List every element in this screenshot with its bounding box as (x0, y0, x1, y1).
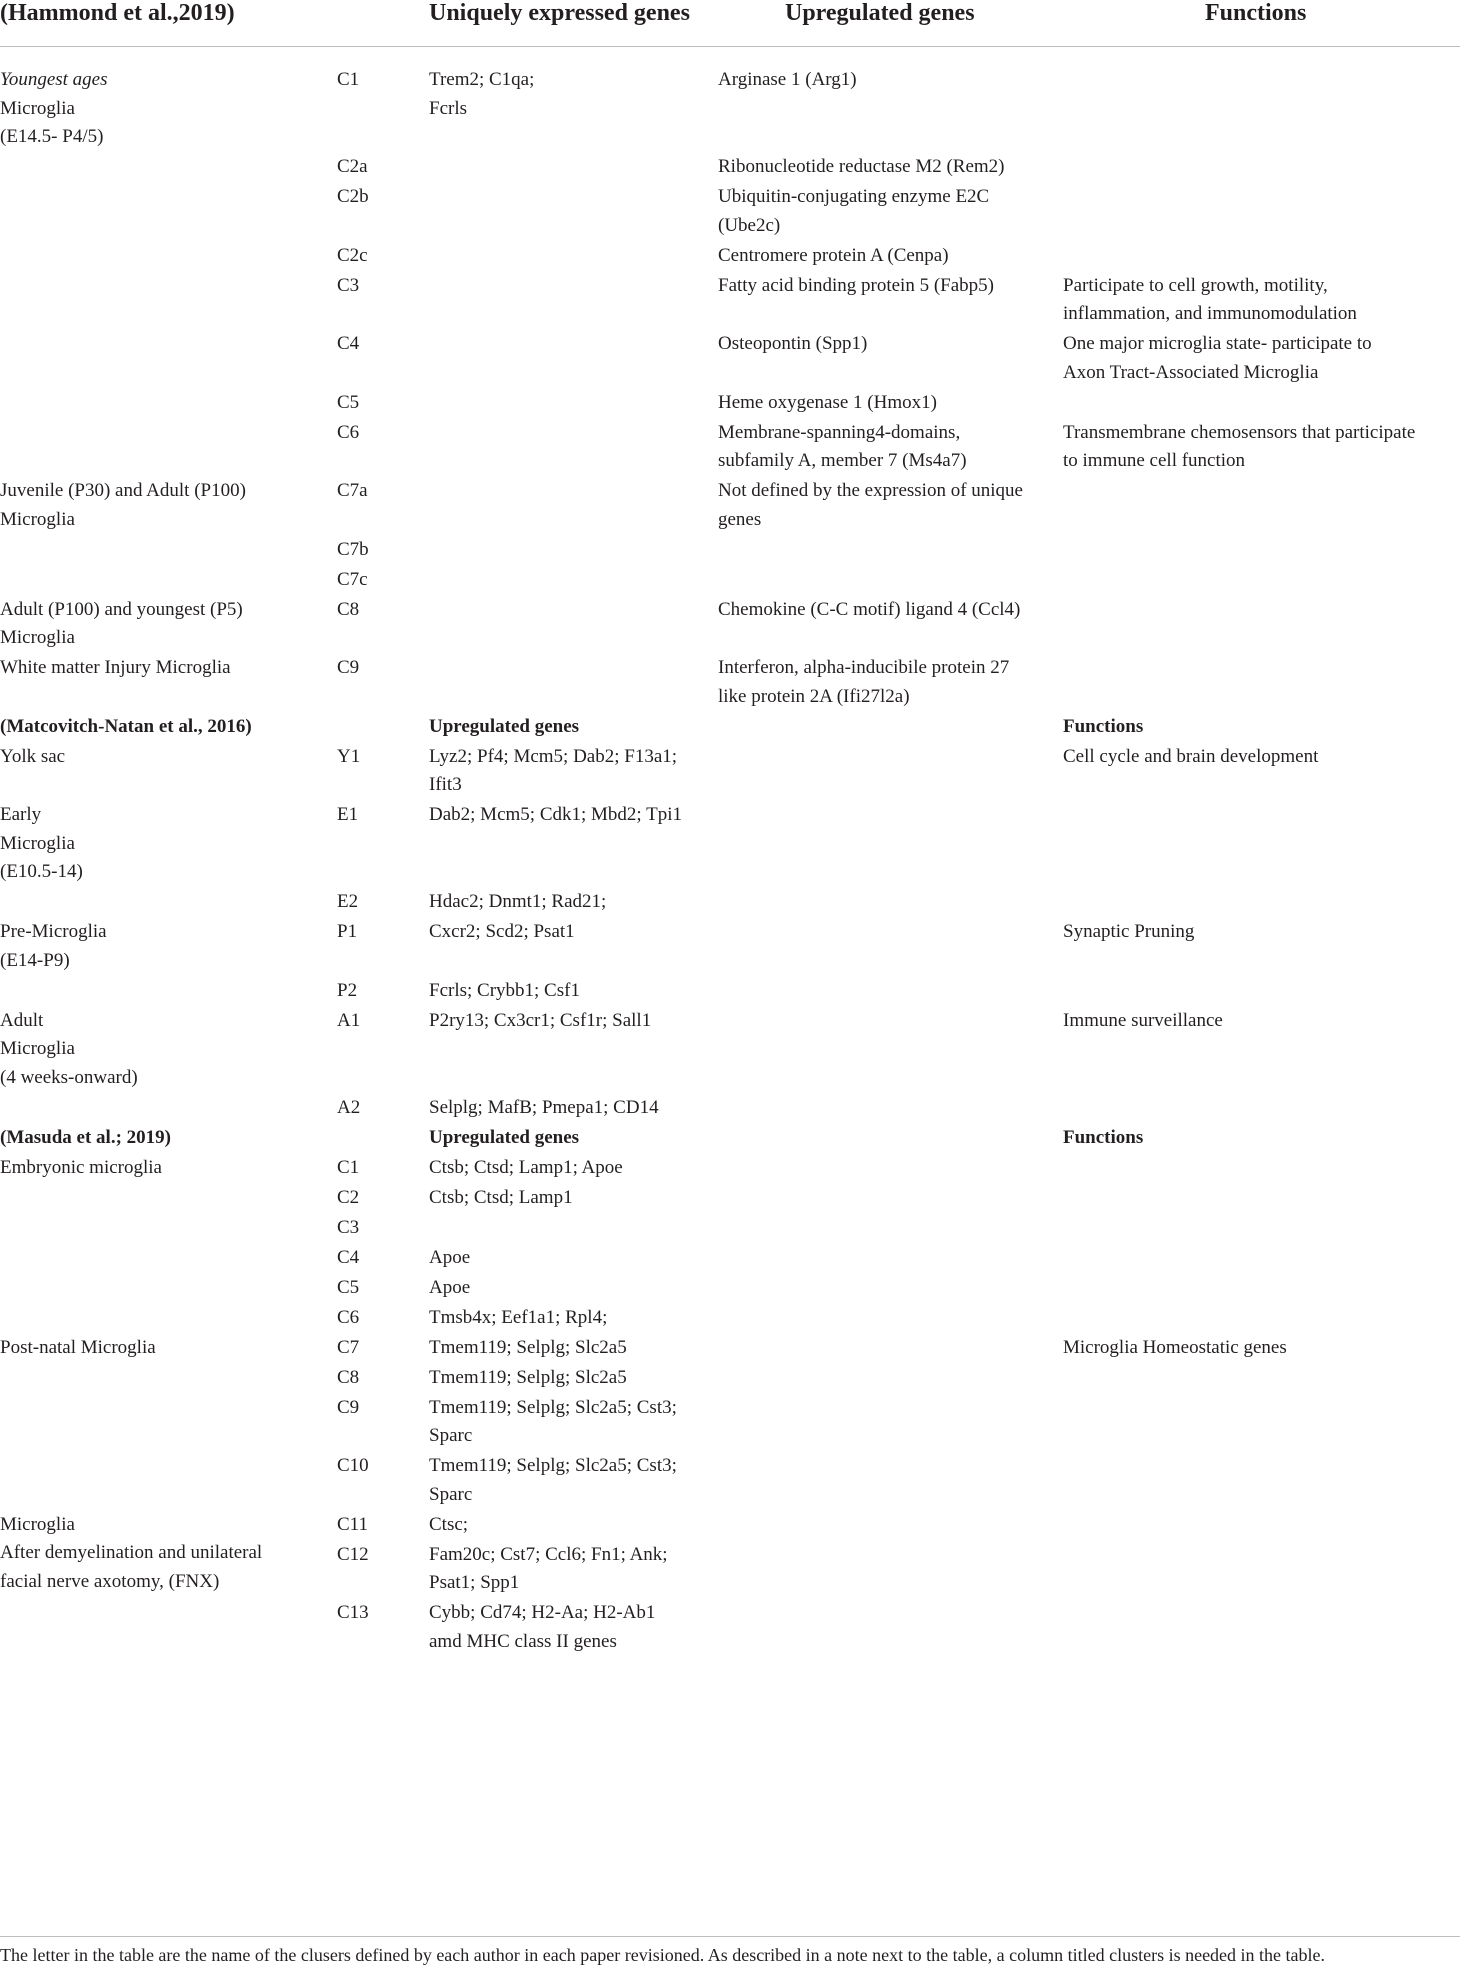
group-text: Microglia (0, 97, 75, 119)
table-row (0, 1394, 1460, 1453)
group-text: Pre-Microglia (0, 921, 107, 942)
cluster-text: Y1 (337, 745, 361, 767)
cluster-text: A1 (337, 1009, 361, 1031)
cluster-text: C2 (337, 1186, 360, 1208)
genes-cell (429, 1184, 709, 1213)
genes-text: Fcrls (429, 97, 467, 119)
table-footnote: The letter in the table are the name of the clusers defined by each author in each paper revisioned. As described in a note next to the table, a column titled clusters is needed in the table. (0, 1945, 1326, 1965)
cluster-cell (337, 596, 417, 625)
functions-cell (1063, 272, 1460, 329)
group-cell (0, 66, 312, 152)
group-text: Embryonic microglia (0, 1156, 162, 1178)
genes-text: Tmem119; Selplg; Slc2a5; Cst3; (429, 1396, 677, 1418)
cluster-cell (337, 1599, 417, 1628)
cluster-text: C6 (337, 421, 360, 443)
cluster-cell (337, 183, 417, 212)
functions-cell (1063, 743, 1460, 772)
cluster-cell (337, 566, 417, 595)
genes-cell (429, 888, 709, 917)
genes-text: Ctsb; Ctsd; Lamp1; Apoe (429, 1156, 623, 1178)
cluster-text: E1 (337, 804, 359, 825)
table-row (0, 566, 1460, 596)
upregulated-cell (718, 153, 1058, 182)
functions-text: Functions (1063, 715, 1144, 737)
cluster-text: P2 (337, 979, 358, 1001)
group-cell (0, 713, 312, 742)
functions-cell (1063, 1334, 1460, 1363)
cluster-text: C2a (337, 156, 368, 177)
cluster-cell (337, 1541, 417, 1570)
cluster-text: C5 (337, 391, 360, 413)
cluster-cell (337, 1511, 417, 1540)
upregulated-cell (718, 183, 1058, 240)
cluster-text: C13 (337, 1602, 369, 1623)
cluster-text: C7c (337, 568, 368, 590)
group-cell (0, 918, 312, 975)
cluster-text: C7a (337, 480, 368, 501)
cluster-cell (337, 1364, 417, 1393)
genes-text: Tmsb4x; Eef1a1; Rpl4; (429, 1306, 608, 1328)
group-cell (0, 1124, 312, 1153)
cluster-cell (337, 1452, 417, 1481)
group-text: (E14-P9) (0, 949, 70, 971)
functions-cell (1063, 1007, 1460, 1036)
functions-text: to immune cell function (1063, 450, 1246, 471)
cluster-cell (337, 1304, 417, 1333)
genes-text: Tmem119; Selplg; Slc2a5 (429, 1366, 627, 1388)
table-row (0, 888, 1460, 918)
cluster-cell (337, 536, 417, 565)
group-text: (E10.5-14) (0, 861, 83, 882)
group-text: (4 weeks-onward) (0, 1066, 138, 1088)
upregulated-text: like protein 2A (Ifi27l2a) (718, 685, 910, 707)
cluster-text: C2b (337, 186, 369, 207)
table-row (0, 1094, 1460, 1124)
table-row (0, 1599, 1460, 1658)
bottom-rule (0, 1936, 1460, 1937)
group-text: Microglia (0, 627, 75, 648)
group-text: Post-natal Microglia (0, 1336, 156, 1358)
genes-cell (429, 1541, 709, 1598)
cluster-cell (337, 918, 417, 947)
functions-text: Axon Tract-Associated Microglia (1063, 361, 1319, 383)
table-row (0, 1154, 1460, 1184)
group-text: Youngest ages (0, 69, 108, 90)
functions-cell (1063, 1124, 1460, 1153)
group-cell (0, 1007, 312, 1093)
table-row (0, 1244, 1460, 1274)
cluster-text: C8 (337, 598, 360, 620)
upregulated-cell (718, 389, 1058, 418)
genes-text: Sparc (429, 1425, 473, 1446)
table-row (0, 1274, 1460, 1304)
group-cell (0, 1154, 312, 1183)
table-row (0, 1304, 1460, 1334)
genes-cell (429, 1304, 709, 1333)
table-row (0, 918, 1460, 977)
genes-cell (429, 1334, 709, 1363)
genes-text: Apoe (429, 1246, 471, 1268)
table-row (0, 419, 1460, 478)
upregulated-text: subfamily A, member 7 (Ms4a7) (718, 450, 967, 471)
cluster-cell (337, 330, 417, 359)
group-text: White matter Injury Microglia (0, 657, 231, 678)
table-row (0, 1452, 1460, 1511)
header-rule (0, 46, 1460, 47)
functions-text: Transmembrane chemosensors that participate (1063, 421, 1416, 443)
header-study: (Hammond et al.,2019) (0, 0, 235, 26)
group-text: Microglia (0, 508, 75, 530)
table-row (0, 389, 1460, 419)
cluster-text: P1 (337, 921, 358, 942)
cluster-text: C5 (337, 1276, 360, 1298)
genes-text: Upregulated genes (429, 1126, 580, 1148)
genes-text: Sparc (429, 1483, 473, 1505)
functions-text: Participate to cell growth, motility, (1063, 274, 1328, 296)
table-row (0, 801, 1460, 888)
genes-text: amd MHC class II genes (429, 1630, 617, 1652)
genes-text: Dab2; Mcm5; Cdk1; Mbd2; Tpi1 (429, 804, 682, 825)
genes-cell (429, 1599, 709, 1656)
cluster-text: E2 (337, 891, 359, 912)
genes-text: Tmem119; Selplg; Slc2a5 (429, 1336, 627, 1358)
genes-text: Upregulated genes (429, 715, 580, 737)
table-row (0, 1124, 1460, 1154)
table-row (0, 242, 1460, 272)
group-cell (0, 596, 312, 653)
cluster-text: C11 (337, 1513, 368, 1535)
functions-cell (1063, 713, 1460, 742)
cluster-text: C10 (337, 1455, 369, 1476)
cluster-cell (337, 1394, 417, 1423)
genes-cell (429, 743, 709, 800)
cluster-cell (337, 389, 417, 418)
table-row (0, 713, 1460, 743)
upregulated-text: Not defined by the expression of unique (718, 480, 1023, 501)
group-text: (E14.5- P4/5) (0, 126, 104, 147)
upregulated-text: Heme oxygenase 1 (Hmox1) (718, 391, 937, 413)
table-row (0, 977, 1460, 1007)
cluster-text: C7b (337, 538, 369, 560)
upregulated-text: Interferon, alpha-inducibile protein 27 (718, 657, 1010, 678)
table-row (0, 654, 1460, 713)
group-text: Yolk sac (0, 745, 66, 767)
functions-cell (1063, 419, 1460, 476)
cluster-cell (337, 743, 417, 772)
functions-text: Functions (1063, 1126, 1144, 1148)
table-row (0, 66, 1460, 153)
genes-cell (429, 1364, 709, 1393)
group-text: Juvenile (P30) and Adult (P100) (0, 480, 246, 501)
upregulated-cell (718, 596, 1058, 625)
upregulated-text: Membrane-spanning4-domains, (718, 421, 961, 443)
upregulated-text: (Ube2c) (718, 214, 781, 236)
genes-cell (429, 1154, 709, 1183)
functions-cell (1063, 330, 1460, 387)
genes-text: Lyz2; Pf4; Mcm5; Dab2; F13a1; (429, 745, 678, 767)
genes-text: P2ry13; Cx3cr1; Csf1r; Sall1 (429, 1009, 652, 1031)
cluster-cell (337, 977, 417, 1006)
genes-cell (429, 1124, 709, 1153)
cluster-text: C3 (337, 274, 360, 296)
cluster-text: C9 (337, 657, 360, 678)
functions-text: Microglia Homeostatic genes (1063, 1336, 1287, 1358)
upregulated-text: Osteopontin (Spp1) (718, 333, 868, 354)
cluster-text: A2 (337, 1096, 361, 1118)
table-row (0, 1007, 1460, 1094)
genes-cell (429, 66, 709, 123)
group-cell (0, 1334, 312, 1363)
genes-text: Ifit3 (429, 774, 462, 795)
genes-cell (429, 1007, 709, 1036)
group-text: Early (0, 804, 42, 825)
group-cell (0, 477, 312, 534)
cluster-cell (337, 801, 417, 830)
genes-text: Tmem119; Selplg; Slc2a5; Cst3; (429, 1455, 677, 1476)
group-cell (0, 654, 312, 683)
cluster-cell (337, 1154, 417, 1183)
cluster-text: C6 (337, 1306, 360, 1328)
table-row (0, 1214, 1460, 1244)
upregulated-cell (718, 66, 1058, 95)
cluster-text: C12 (337, 1543, 369, 1565)
functions-text: inflammation, and immunomodulation (1063, 303, 1357, 324)
table-row (0, 477, 1460, 536)
table-row (0, 1334, 1460, 1364)
cluster-cell (337, 654, 417, 683)
upregulated-cell (718, 242, 1058, 271)
genes-text: Fcrls; Crybb1; Csf1 (429, 979, 580, 1001)
functions-text: One major microglia state- participate to (1063, 333, 1372, 354)
group-text: Adult (0, 1009, 44, 1031)
table-row (0, 743, 1460, 802)
table-row (0, 1541, 1460, 1600)
genes-text: Trem2; C1qa; (429, 69, 535, 90)
cluster-text: C8 (337, 1366, 360, 1388)
genes-cell (429, 1244, 709, 1273)
group-text: Adult (P100) and youngest (P5) (0, 598, 243, 620)
upregulated-cell (718, 272, 1058, 301)
table-row (0, 536, 1460, 566)
table-row (0, 272, 1460, 331)
genes-cell (429, 977, 709, 1006)
header-functions: Functions (1205, 0, 1307, 26)
genes-text: Fam20c; Cst7; Ccl6; Fn1; Ank; (429, 1543, 668, 1565)
cluster-cell (337, 1274, 417, 1303)
upregulated-text: Fatty acid binding protein 5 (Fabp5) (718, 274, 994, 296)
table-row (0, 596, 1460, 655)
upregulated-text: Ribonucleotide reductase M2 (Rem2) (718, 156, 1005, 177)
genes-cell (429, 1394, 709, 1451)
genes-text: Selplg; MafB; Pmepa1; CD14 (429, 1096, 659, 1118)
upregulated-cell (718, 330, 1058, 359)
upregulated-cell (718, 477, 1058, 534)
genes-text: Ctsb; Ctsd; Lamp1 (429, 1186, 573, 1208)
cluster-text: C9 (337, 1396, 360, 1418)
table-row (0, 1364, 1460, 1394)
cluster-cell (337, 66, 417, 95)
group-text: Microglia (0, 1513, 75, 1535)
genes-cell (429, 1452, 709, 1509)
cluster-text: C4 (337, 1246, 360, 1268)
genes-text: Apoe (429, 1276, 471, 1298)
cluster-cell (337, 242, 417, 271)
genes-cell (429, 801, 709, 830)
cluster-cell (337, 1214, 417, 1243)
table-row (0, 183, 1460, 242)
table-row (0, 330, 1460, 389)
upregulated-cell (718, 654, 1058, 711)
cluster-text: C3 (337, 1216, 360, 1238)
cluster-cell (337, 272, 417, 301)
cluster-text: C2c (337, 244, 368, 266)
genes-text: Psat1; Spp1 (429, 1572, 520, 1593)
group-text: facial nerve axotomy, (FNX) (0, 1570, 220, 1592)
header-uniquely-expressed: Uniquely expressed genes (429, 0, 690, 26)
upregulated-text: Ubiquitin-conjugating enzyme E2C (718, 186, 990, 207)
group-text: (Masuda et al.; 2019) (0, 1126, 171, 1148)
table-row (0, 1184, 1460, 1214)
genes-cell (429, 713, 709, 742)
genes-cell (429, 1094, 709, 1123)
genes-cell (429, 918, 709, 947)
genes-text: Ctsc; (429, 1513, 469, 1535)
cluster-cell (337, 1007, 417, 1036)
cluster-cell (337, 888, 417, 917)
group-cell (0, 743, 312, 772)
cluster-text: C7 (337, 1336, 360, 1358)
upregulated-text: Arginase 1 (Arg1) (718, 69, 857, 90)
upregulated-text: Chemokine (C-C motif) ligand 4 (Ccl4) (718, 598, 1021, 620)
group-text: (Matcovitch-Natan et al., 2016) (0, 715, 252, 737)
group-cell (0, 801, 312, 887)
cluster-text: C1 (337, 69, 360, 90)
functions-text: Immune surveillance (1063, 1009, 1223, 1031)
table-body (0, 66, 1460, 1658)
cluster-cell (337, 419, 417, 448)
group-text: Microglia (0, 1038, 75, 1059)
genes-text: Cxcr2; Scd2; Psat1 (429, 921, 575, 942)
cluster-cell (337, 1244, 417, 1273)
genes-cell (429, 1511, 709, 1540)
genes-text: Cybb; Cd74; H2-Aa; H2-Ab1 (429, 1602, 656, 1623)
upregulated-text: Centromere protein A (Cenpa) (718, 244, 949, 266)
genes-text: Hdac2; Dnmt1; Rad21; (429, 891, 607, 912)
functions-cell (1063, 918, 1460, 947)
functions-text: Cell cycle and brain development (1063, 745, 1319, 767)
cluster-cell (337, 477, 417, 506)
table-row (0, 153, 1460, 183)
group-text: After demyelination and unilateral (0, 1542, 263, 1563)
cluster-text: C4 (337, 333, 360, 354)
genes-cell (429, 1274, 709, 1303)
cluster-cell (337, 153, 417, 182)
cluster-cell (337, 1334, 417, 1363)
functions-text: Synaptic Pruning (1063, 921, 1195, 942)
group-text: Microglia (0, 832, 75, 854)
header-upregulated: Upregulated genes (785, 0, 975, 26)
cluster-text: C1 (337, 1156, 360, 1178)
upregulated-text: genes (718, 508, 762, 530)
cluster-cell (337, 1094, 417, 1123)
upregulated-cell (718, 419, 1058, 476)
cluster-cell (337, 1184, 417, 1213)
